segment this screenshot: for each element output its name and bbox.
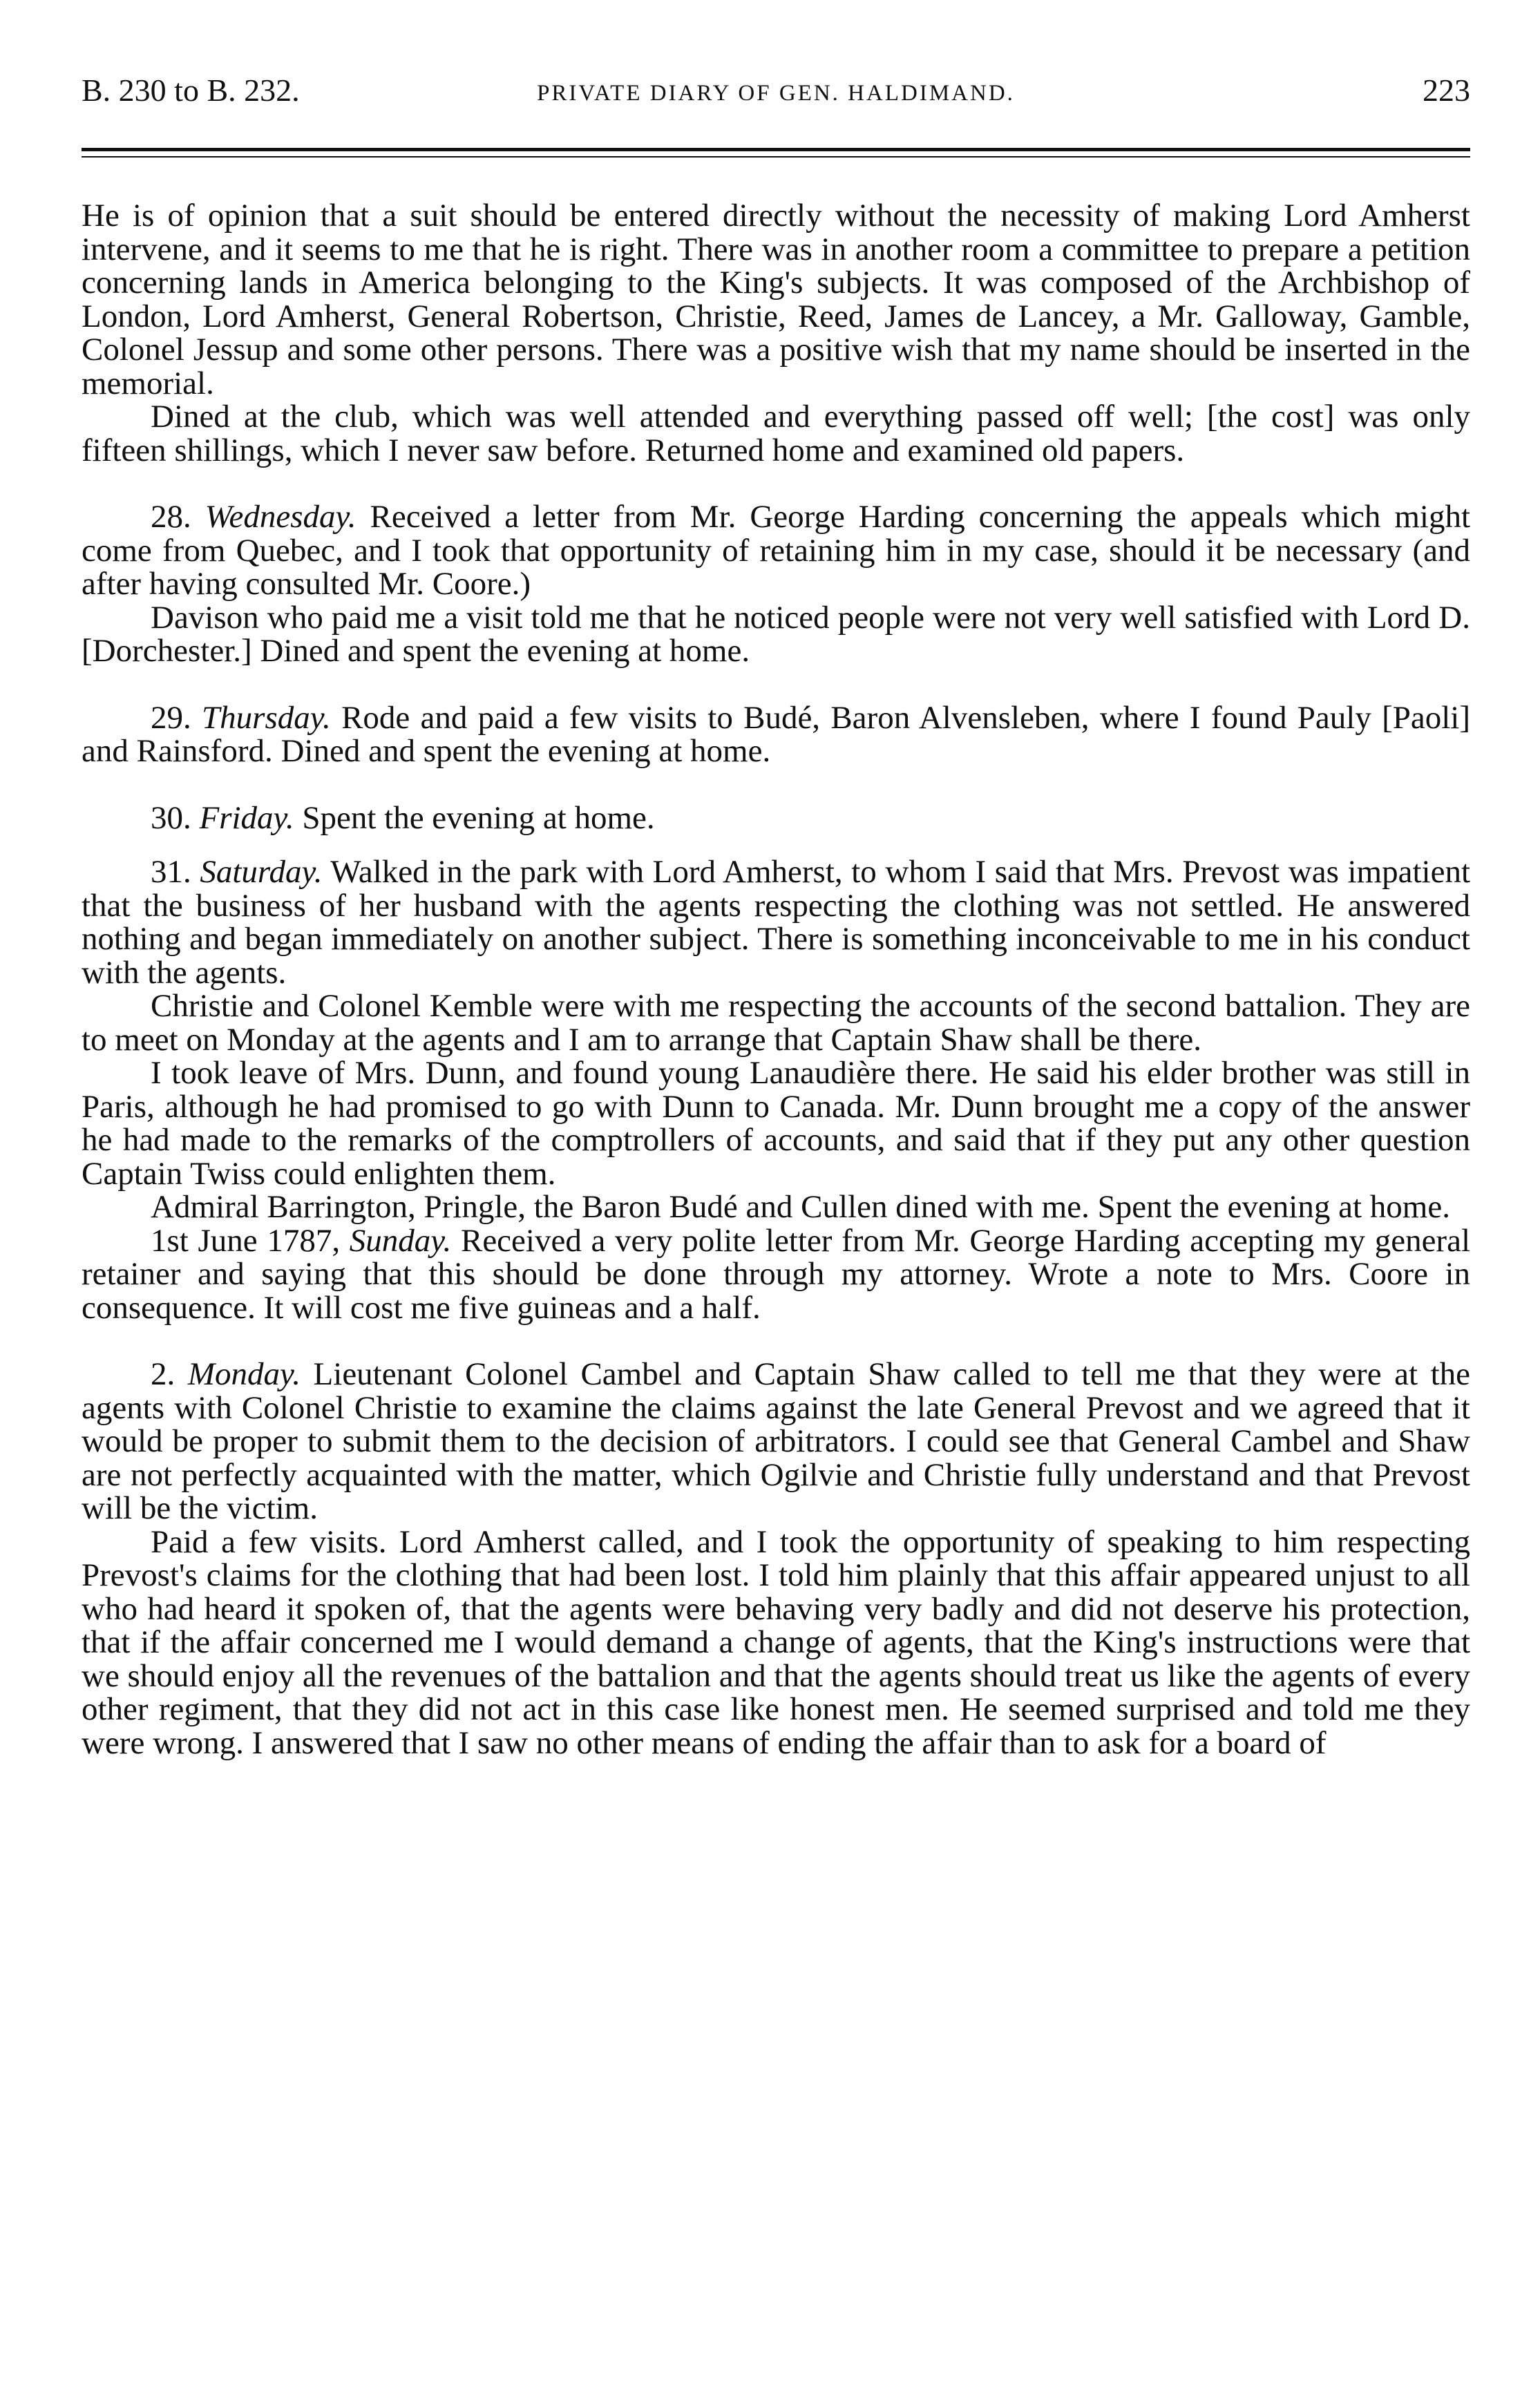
page-number: 223 (1423, 73, 1470, 108)
entry-weekday: Friday. (199, 799, 294, 836)
entry-weekday: Saturday. (200, 854, 323, 890)
entry-weekday: Monday. (187, 1356, 301, 1392)
paragraph-text: Paid a few visits. Lord Amherst called, and I took the opportunity of speaking to him respecting Prevost's claims for the clothing that had been lost. I told him plainly that this affair appeared unjust to all who had heard it spoken of, that the agents were behaving very badly and did not deserve his protection, that if the affair concerned me I would demand a change of agents, that the King's instructions were that we should enjoy all the revenues of the battalion and that the agents should treat us like the agents of every other regiment, that they did not act in this case like honest men. He seemed surprised and told me they were wrong. I answered that I saw no other means of ending the affair than to ask for a board of (82, 1523, 1470, 1761)
paragraph (82, 400, 1470, 467)
paragraph-text: Received a very polite letter from Mr. George Harding accepting my general retainer and saying that this should be done through my attorney. Wrote a note to Mrs. Coore in consequence. It will cost me five guineas and a half. (82, 1222, 1471, 1326)
paragraph-text: Rode and paid a few visits to Budé, Baron Alvensleben, where I found Pauly [Paoli] and Rainsford. Dined and spent the evening at home. (82, 699, 1471, 769)
entry-date-number: 30. (151, 799, 191, 836)
running-head (82, 66, 1470, 115)
entry-date-number: 2. (151, 1356, 175, 1392)
paragraph (82, 1056, 1470, 1190)
paragraph (82, 1190, 1470, 1224)
diary-entry-29 (82, 701, 1470, 768)
paragraph-text: Christie and Colonel Kemble were with me respecting the accounts of the second battalion. They are to meet on Monday at the agents and I am to arrange that Captain Shaw shall be there. (82, 988, 1470, 1058)
paragraph-text: I took leave of Mrs. Dunn, and found young Lanaudière there. He said his elder brother was still in Paris, although he had promised to go with Dunn to Canada. Mr. Dunn brought me a copy of the answer he had made to the remarks of the comptrollers of accounts, and said that if they put any other question Captain Twiss could enlighten them. (82, 1055, 1470, 1192)
document-page (82, 66, 1470, 2367)
paragraph (82, 989, 1470, 1056)
entry-date-number: 28. (151, 499, 191, 535)
diary-entry-28 (82, 500, 1470, 601)
diary-entry-31 (82, 855, 1470, 989)
entry-weekday: Sunday. (349, 1222, 452, 1259)
paragraph-text: Walked in the park with Lord Amherst, to whom I said that Mrs. Prevost was impatient that the business of her husband with the agents respecting the clothing was not settled. He answered nothing and began immediately on another subject. There is something inconceivable to me in his conduct with the agents. (82, 854, 1470, 991)
entry-date-number: 29. (151, 699, 191, 736)
diary-entry-30 (82, 801, 1470, 835)
entry-date-number: 31. (151, 854, 191, 890)
diary-text (82, 199, 1470, 1760)
header-double-rule (82, 148, 1470, 158)
entry-weekday: Wednesday. (205, 499, 357, 535)
volume-reference: B. 230 to B. 232. (82, 73, 300, 108)
entry-date-number: 1st June 1787, (151, 1222, 341, 1259)
paragraph (82, 199, 1470, 400)
diary-entry-june-1 (82, 1224, 1470, 1325)
entry-weekday: Thursday. (202, 699, 331, 736)
running-title: PRIVATE DIARY OF GEN. HALDIMAND. (537, 81, 1015, 106)
paragraph-text: Spent the evening at home. (302, 799, 655, 836)
paragraph (82, 1525, 1470, 1760)
paragraph-text: Received a letter from Mr. George Harding concerning the appeals which might come from Quebec, and I took that opportunity of retaining him in my case, should it be necessary (and after having consulted Mr. Coore.) (82, 499, 1471, 602)
paragraph-text: Dined at the club, which was well attended and everything passed off well; [the cost] was only fifteen shillings, which I never saw before. Returned home and examined old papers. (82, 399, 1470, 468)
paragraph (82, 601, 1470, 668)
paragraph-text: He is of opinion that a suit should be entered directly without the necessity of making Lord Amherst intervene, and it seems to me that he is right. There was in another room a committee to prepare a petition concerning lands in America belonging to the King's subjects. It was composed of the Archbishop of London, Lord Amherst, General Robertson, Christie, Reed, James de Lancey, a Mr. Galloway, Gamble, Colonel Jessup and some other persons. There was a positive wish that my name should be inserted in the memorial. (82, 198, 1470, 401)
paragraph-text: Lieutenant Colonel Cambel and Captain Shaw called to tell me that they were at the agents with Colonel Christie to examine the claims against the late General Prevost and we agreed that it would be proper to submit them to the decision of arbitrators. I could see that General Cambel and Shaw are not perfectly acquainted with the matter, which Ogilvie and Christie fully understand and that Prevost will be the victim. (82, 1356, 1471, 1526)
diary-entry-june-2 (82, 1358, 1470, 1525)
paragraph-text: Admiral Barrington, Pringle, the Baron Budé and Cullen dined with me. Spent the evening at home. (151, 1189, 1450, 1225)
paragraph-text: Davison who paid me a visit told me that he noticed people were not very well satisfied with Lord D. [Dorchester.] Dined and spent the evening at home. (82, 599, 1470, 669)
